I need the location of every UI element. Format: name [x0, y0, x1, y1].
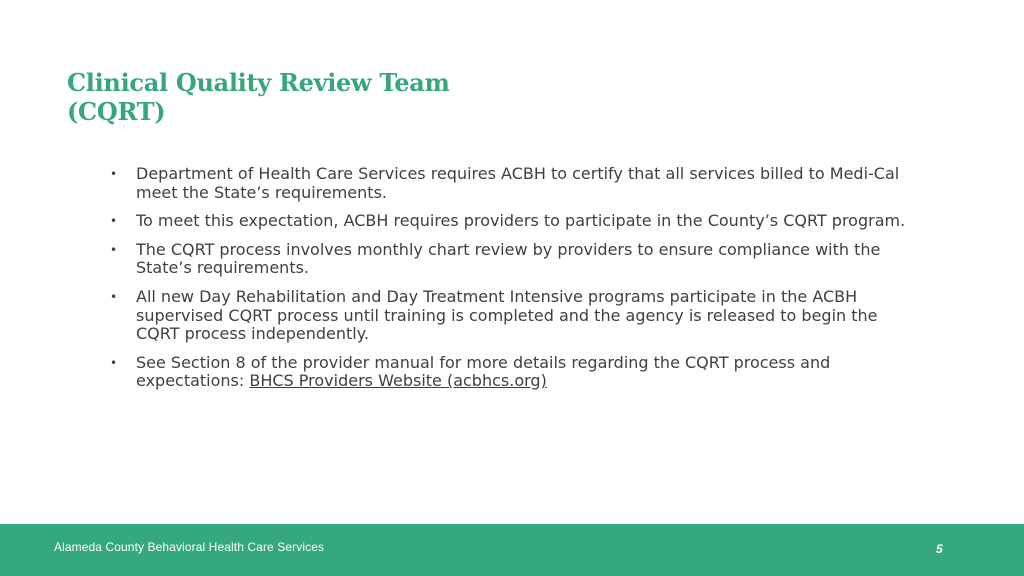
providers-website-link[interactable]: BHCS Providers Website (acbhcs.org)	[249, 371, 547, 391]
bullet-dot: •	[110, 214, 118, 229]
bullet-dot: •	[110, 355, 118, 370]
bullet-text: Department of Health Care Services requires ACBH to certify that all services billed to Medi-Cal meet the State’s requirements.	[136, 164, 900, 202]
bullet-dot: •	[110, 242, 118, 257]
title-line-2: (CQRT)	[67, 97, 166, 126]
page-number: 5	[936, 542, 943, 556]
bullet-item	[108, 165, 908, 202]
footer-bar	[0, 524, 1024, 576]
bullet-item	[108, 354, 908, 391]
bullet-text: All new Day Rehabilitation and Day Treatment Intensive programs participate in the ACBH supervised CQRT process until training is completed and the agency is released to begin the CQRT process independently.	[136, 286, 878, 344]
bullet-item	[108, 288, 908, 344]
bullet-text: See Section 8 of the provider manual for more details regarding the CQRT process and expectations:	[136, 352, 831, 391]
bullet-item	[108, 241, 908, 278]
bullet-list	[108, 165, 908, 401]
title-line-1: Clinical Quality Review Team	[67, 68, 450, 97]
bullet-text: To meet this expectation, ACBH requires providers to participate in the County’s CQRT program.	[136, 211, 906, 231]
footer-organization: Alameda County Behavioral Health Care Services	[54, 540, 325, 554]
bullet-text: The CQRT process involves monthly chart review by providers to ensure compliance with the State’s requirements.	[136, 239, 881, 278]
bullet-item	[108, 212, 908, 231]
slide-title	[67, 68, 667, 126]
bullet-dot: •	[110, 167, 118, 181]
bullet-dot: •	[110, 289, 118, 304]
